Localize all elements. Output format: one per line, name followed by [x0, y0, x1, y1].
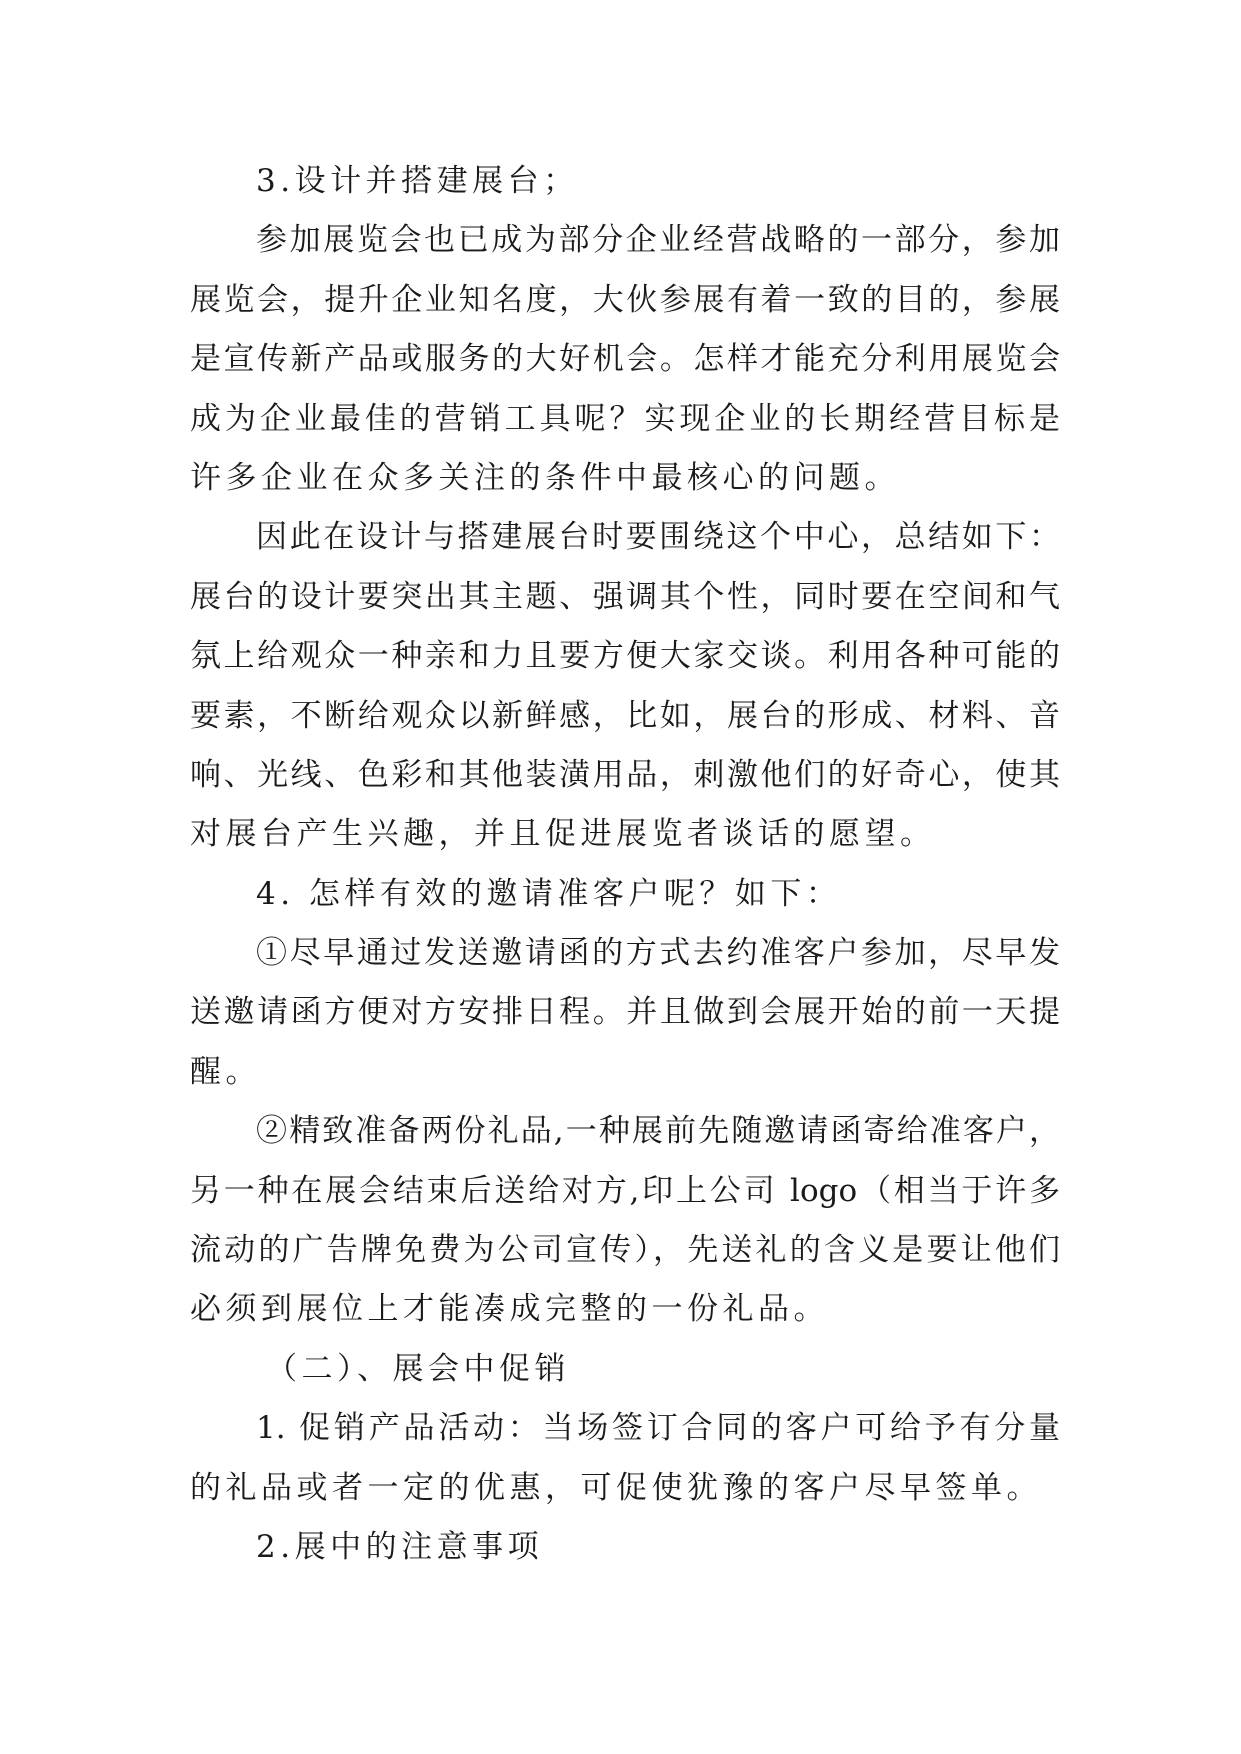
text-line: 必须到展位上才能凑成完整的一份礼品。	[190, 1291, 829, 1328]
text-line: 许多企业在众多关注的条件中最核心的问题。	[190, 459, 900, 496]
text-line: 展台的设计要突出其主题、强调其个性，同时要在空间和气	[190, 578, 1060, 615]
text-line: 2.展中的注意事项	[256, 1528, 544, 1565]
text-line: 要素，不断给观众以新鲜感，比如，展台的形成、材料、音	[190, 697, 1060, 734]
text-line: 成为企业最佳的营销工具呢？实现企业的长期经营目标是	[190, 400, 1060, 437]
text-line: 是宣传新产品或服务的大好机会。怎样才能充分利用展览会	[190, 341, 1060, 378]
text-line: （二）、展会中促销	[266, 1350, 570, 1387]
text-line: 另一种在展会结束后送给对方,印上公司 logo（相当于许多	[190, 1172, 1060, 1209]
text-line: 送邀请函方便对方安排日程。并且做到会展开始的前一天提	[190, 994, 1060, 1031]
text-line: 响、光线、色彩和其他装潢用品，刺激他们的好奇心，使其	[190, 756, 1060, 793]
text-line: 1. 促销产品活动：当场签订合同的客户可给予有分量	[256, 1410, 1060, 1447]
text-line: 的礼品或者一定的优惠，可促使犹豫的客户尽早签单。	[190, 1469, 1042, 1506]
text-line: ①尽早通过发送邀请函的方式去约准客户参加，尽早发	[256, 935, 1060, 972]
text-line: 4. 怎样有效的邀请准客户呢？如下：	[256, 875, 842, 912]
text-line: 因此在设计与搭建展台时要围绕这个中心，总结如下：	[256, 519, 1060, 556]
text-line: 对展台产生兴趣，并且促进展览者谈话的愿望。	[190, 816, 936, 853]
document-body	[190, 152, 1060, 1577]
text-line: 展览会，提升企业知名度，大伙参展有着一致的目的，参展	[190, 281, 1060, 318]
text-line: 参加展览会也已成为部分企业经营战略的一部分，参加	[256, 222, 1060, 259]
text-line: 氛上给观众一种亲和力且要方便大家交谈。利用各种可能的	[190, 638, 1060, 675]
text-line: 3.设计并搭建展台；	[256, 163, 579, 199]
text-line: 醒。	[190, 1053, 261, 1090]
text-line: ②精致准备两份礼品,一种展前先随邀请函寄给准客户，	[256, 1113, 1060, 1150]
text-line: 流动的广告牌免费为公司宣传），先送礼的含义是要让他们	[190, 1232, 1060, 1269]
